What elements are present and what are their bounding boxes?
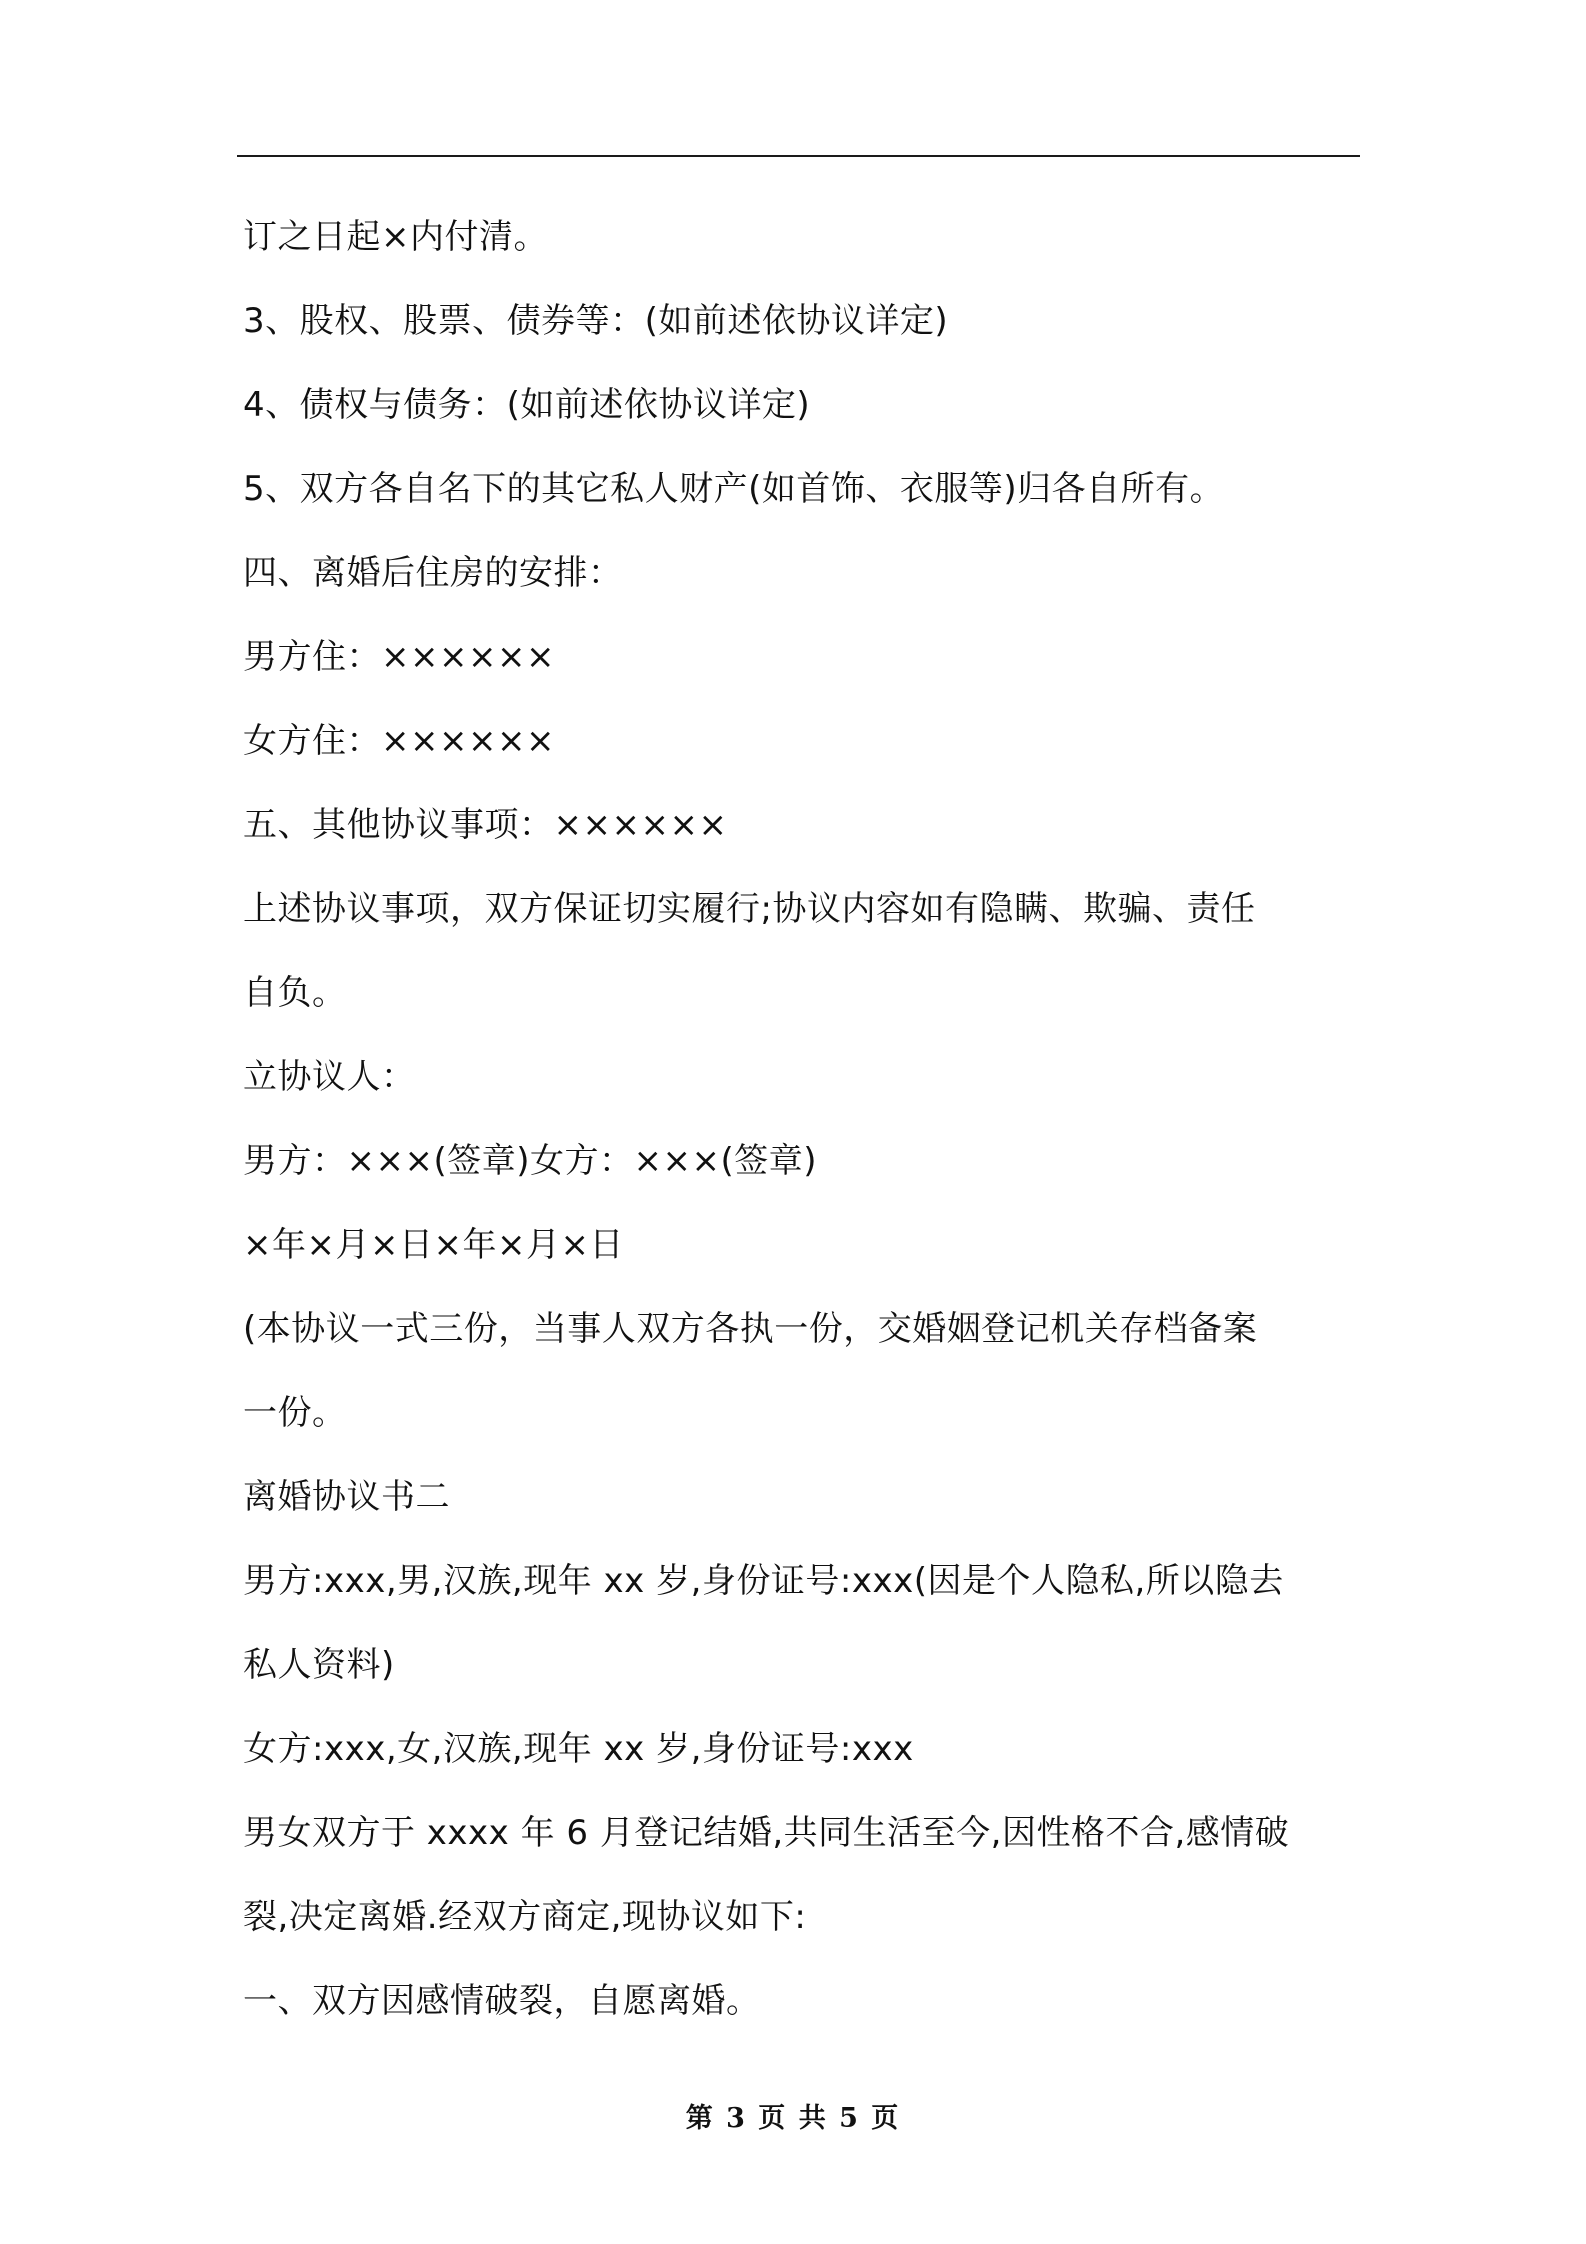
document-subtitle: 离婚协议书二 <box>243 1477 450 1517</box>
section-heading: 五、其他协议事项：×××××× <box>243 805 728 845</box>
text-line: 男方:xxx,男,汉族,现年 xx 岁,身份证号:xxx(因是个人隐私,所以隐去 <box>243 1561 1284 1601</box>
text-line: 私人资料) <box>243 1645 395 1685</box>
document-body <box>243 195 1358 2043</box>
text-line: 男方住：×××××× <box>243 637 555 677</box>
text-line: 一份。 <box>243 1393 347 1433</box>
text-line: 裂,决定离婚.经双方商定,现协议如下: <box>243 1897 807 1937</box>
text-line: 3、股权、股票、债券等：(如前述依协议详定) <box>243 301 949 341</box>
text-line: 男女双方于 xxxx 年 6 月登记结婚,共同生活至今,因性格不合,感情破 <box>243 1813 1290 1853</box>
text-line: 4、债权与债务：(如前述依协议详定) <box>243 385 811 425</box>
text-line: 上述协议事项，双方保证切实履行;协议内容如有隐瞒、欺骗、责任 <box>243 889 1256 929</box>
section-heading: 一、双方因感情破裂，自愿离婚。 <box>243 1981 761 2021</box>
text-line: 女方:xxx,女,汉族,现年 xx 岁,身份证号:xxx <box>243 1729 914 1769</box>
signature-line: 男方：×××(签章)女方：×××(签章) <box>243 1141 817 1181</box>
header-divider <box>237 155 1360 157</box>
text-line: 自负。 <box>243 973 347 1013</box>
date-line: ×年×月×日×年×月×日 <box>243 1225 624 1265</box>
page-number: 第 3 页 共 5 页 <box>685 2103 901 2134</box>
text-line: 5、双方各自名下的其它私人财产(如首饰、衣服等)归各自所有。 <box>243 469 1225 509</box>
text-line: (本协议一式三份，当事人双方各执一份，交婚姻登记机关存档备案 <box>243 1309 1258 1349</box>
text-line: 订之日起×内付清。 <box>243 217 548 257</box>
section-heading: 四、离婚后住房的安排： <box>243 553 623 593</box>
signatory-label: 立协议人： <box>243 1057 416 1097</box>
text-line: 女方住：×××××× <box>243 721 555 761</box>
